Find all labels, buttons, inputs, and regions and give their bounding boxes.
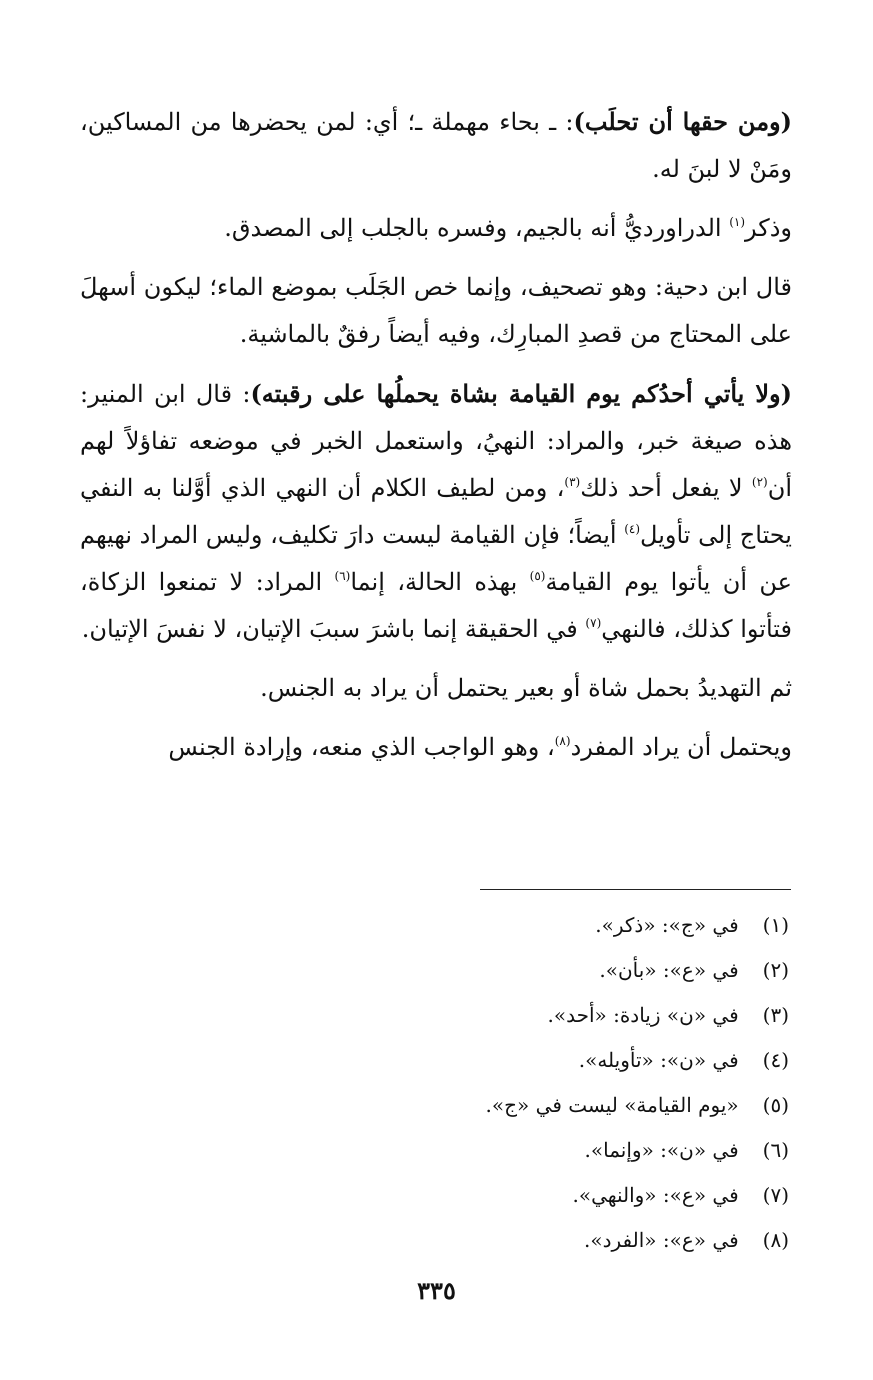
paragraph — [80, 665, 792, 712]
paragraph-text: ثم التهديدُ بحمل شاة أو بعير يحتمل أن يراد به الجنس. — [260, 674, 792, 702]
footnote-marker: (٥) — [529, 569, 546, 583]
paragraph-text: ، وهو الواجب الذي منعه، وإرادة الجنس — [168, 733, 555, 761]
paragraph-text: الدراورديُّ أنه بالجيم، وفسره بالجلب إلى المصدق. — [224, 214, 730, 242]
paragraph-text: ، ومن لطيف الكلام أن النهي الذي أوَّلنا به النفي يحتاج إلى تأويل — [80, 474, 792, 549]
footnote-marker: (١) — [729, 215, 746, 229]
footnote-separator — [480, 889, 791, 890]
paragraph — [80, 98, 792, 193]
footnote-number: (١) — [762, 913, 789, 937]
paragraph-text: المراد: لا تمنعوا الزكاة، فتأتوا كذلك، فالنهي — [80, 568, 792, 643]
paragraph — [80, 370, 792, 653]
footnote-text: في «ج»: «ذكر». — [595, 913, 745, 937]
footnote-text: في «ع»: «الفرد». — [584, 1228, 745, 1252]
paragraph-text: في الحقيقة إنما باشرَ سببَ الإتيان، لا نفسَ الإتيان. — [81, 615, 586, 643]
paragraph — [80, 264, 792, 358]
footnote-number: (٤) — [762, 1048, 789, 1072]
footnote-item — [269, 1038, 789, 1083]
footnote-marker: (٨) — [554, 734, 571, 748]
footnote-item — [269, 903, 789, 948]
footnote-number: (٧) — [762, 1183, 789, 1207]
paragraph-text: بهذه الحالة، إنما — [350, 568, 530, 596]
footnotes — [269, 903, 789, 1263]
footnote-text: في «ع»: «والنهي». — [572, 1183, 745, 1207]
footnote-text: في «ن» زيادة: «أحد». — [547, 1003, 745, 1027]
paragraph-text: قال ابن دحية: وهو تصحيف، وإنما خص الجَلَب بموضع الماء؛ ليكون أسهلَ على المحتاج من قصدِ المبارِك، وفيه أيضاً رفقٌ بالماشية. — [80, 273, 792, 348]
footnote-item — [269, 1083, 789, 1128]
footnote-text: في «ن»: «تأويله». — [578, 1048, 745, 1072]
footnote-number: (٦) — [762, 1138, 789, 1162]
paragraph — [80, 205, 792, 252]
quoted-hadith-text: (ومن حقها أن تحلَب) — [573, 107, 792, 136]
footnote-text: في «ن»: «وإنما». — [584, 1138, 745, 1162]
paragraph-text: : ـ بحاء مهملة ـ؛ أي: لمن يحضرها من المساكين، ومَنْ لا لبنَ له. — [80, 108, 792, 183]
quoted-hadith-text: (ولا يأتي أحدُكم يوم القيامة بشاة يحملُها على رقبته) — [250, 379, 793, 408]
footnote-marker: (٣) — [564, 475, 581, 489]
paragraph-text: أيضاً؛ فإن القيامة ليست دارَ تكليف، وليس المراد نهيهم عن أن يأتوا يوم القيامة — [80, 521, 792, 596]
footnote-text: في «ع»: «بأن». — [599, 958, 745, 982]
footnote-item — [269, 1128, 789, 1173]
footnote-number: (٢) — [762, 958, 789, 982]
footnote-item — [269, 1173, 789, 1218]
footnote-item — [269, 948, 789, 993]
main-text — [80, 98, 792, 783]
footnote-marker: (٢) — [751, 475, 768, 489]
footnote-marker: (٦) — [334, 569, 351, 583]
paragraph-text: لا يفعل أحد ذلك — [580, 474, 752, 502]
footnote-number: (٨) — [762, 1228, 789, 1252]
footnote-marker: (٤) — [624, 522, 641, 536]
footnote-item — [269, 1218, 789, 1263]
page-number: ٣٣٥ — [417, 1276, 456, 1305]
footnote-item — [269, 993, 789, 1038]
paragraph-text: وذكر — [745, 214, 792, 242]
paragraph — [80, 724, 792, 771]
footnote-text: «يوم القيامة» ليست في «ج». — [485, 1093, 745, 1117]
footnote-marker: (٧) — [585, 616, 602, 630]
paragraph-text: : قال ابن المنير: هذه صيغة خبر، والمراد: النهيُ، واستعمل الخبر في موضعه تفاؤلاً لهم أن — [80, 380, 792, 502]
footnote-number: (٥) — [762, 1093, 789, 1117]
paragraph-text: ويحتمل أن يراد المفرد — [570, 733, 792, 761]
footnote-number: (٣) — [762, 1003, 789, 1027]
